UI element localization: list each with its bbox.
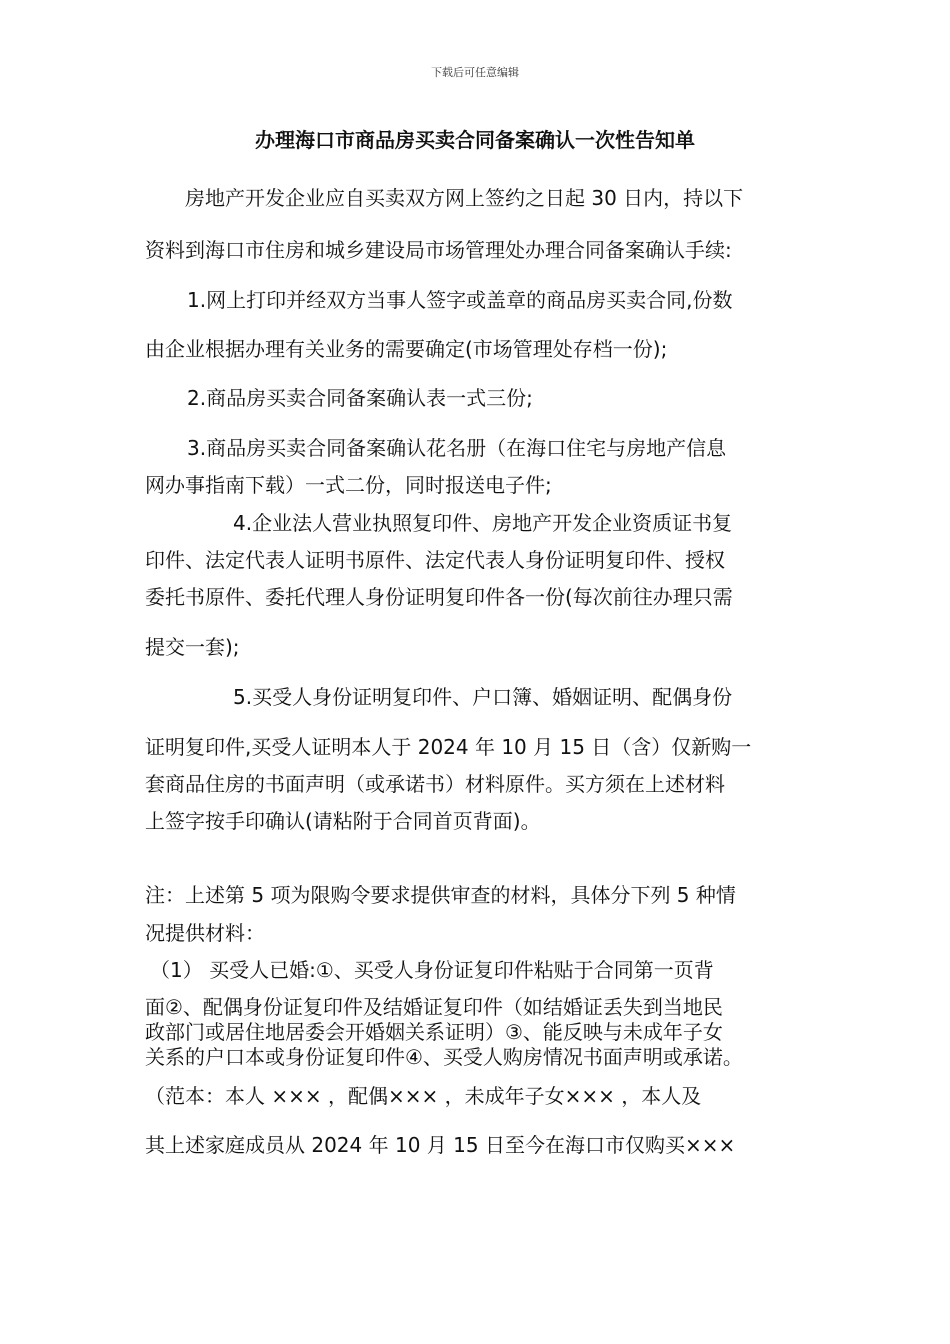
body-line: 提交一套); [145,635,240,659]
note-line: （1） 买受人已婚:①、买受人身份证复印件粘贴于合同第一页背 [150,958,714,982]
body-line: 证明复印件,买受人证明本人于 2024 年 10 月 15 日（含）仅新购一 [145,735,752,759]
note-line: 注：上述第 5 项为限购令要求提供审查的材料，具体分下列 5 种情 [145,883,736,907]
body-line: 2.商品房买卖合同备案确认表一式三份; [187,386,533,410]
body-line: 4.企业法人营业执照复印件、房地产开发企业资质证书复 [233,511,733,535]
body-line: 委托书原件、委托代理人身份证明复印件各一份(每次前往办理只需 [145,585,733,609]
body-line: 3.商品房买卖合同备案确认花名册（在海口住宅与房地产信息 [187,436,727,460]
body-line: 1.网上打印并经双方当事人签字或盖章的商品房买卖合同,份数 [187,288,733,312]
body-line: 由企业根据办理有关业务的需要确定(市场管理处存档一份); [145,337,668,361]
note-line: （范本：本人 ××× ，配偶××× ，未成年子女××× ，本人及 [145,1084,702,1108]
note-line: 况提供材料： [145,921,265,945]
body-line: 资料到海口市住房和城乡建设局市场管理处办理合同备案确认手续: [145,238,732,262]
body-line: 房地产开发企业应自买卖双方网上签约之日起 30 日内，持以下 [185,186,744,210]
body-line: 网办事指南下载）一式二份，同时报送电子件; [145,473,552,497]
body-line: 5.买受人身份证明复印件、户口簿、婚姻证明、配偶身份 [233,685,733,709]
document-title: 办理海口市商品房买卖合同备案确认一次性告知单 [255,128,695,152]
note-line: 政部门或居住地居委会开婚姻关系证明）③、能反映与未成年子女 [145,1020,723,1044]
note-line: 关系的户口本或身份证复印件④、买受人购房情况书面声明或承诺。 [145,1045,743,1069]
body-line: 套商品住房的书面声明（或承诺书）材料原件。买方须在上述材料 [145,772,725,796]
page-header-note: 下载后可任意编辑 [431,66,519,79]
note-line: 其上述家庭成员从 2024 年 10 月 15 日至今在海口市仅购买××× [145,1133,736,1157]
body-line: 上签字按手印确认(请粘附于合同首页背面)。 [145,809,541,833]
body-line: 印件、法定代表人证明书原件、法定代表人身份证明复印件、授权 [145,548,725,572]
note-line: 面②、配偶身份证复印件及结婚证复印件（如结婚证丢失到当地民 [145,995,723,1019]
